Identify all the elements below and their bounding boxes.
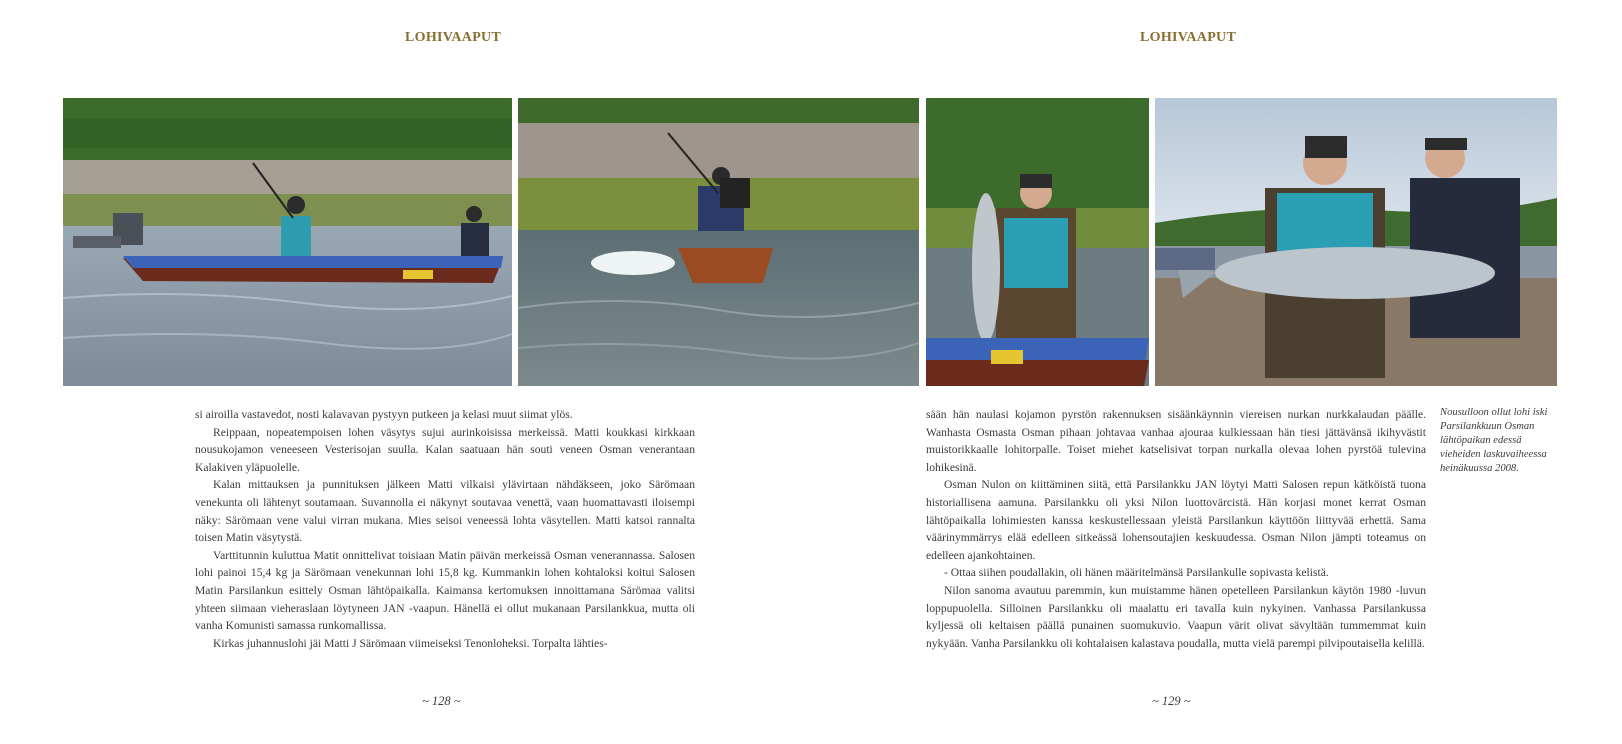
- paragraph: Kirkas juhannuslohi jäi Matti J Särömaan viimeiseksi Tenonloheksi. Torpalta lähties-: [213, 636, 608, 650]
- page-number-left: ~ 128 ~: [422, 694, 461, 708]
- photo-man-with-salmon: [926, 98, 1149, 386]
- running-head-left: LOHIVAAPUT: [405, 30, 502, 45]
- paragraph: - Ottaa siihen poudallakin, oli hänen määritelmänsä Parsilankulle sopivasta kelistä.: [944, 566, 1329, 580]
- photo-two-men-salmon: [1155, 98, 1557, 386]
- body-text-right: [926, 406, 1426, 652]
- paragraph: Reippaan, nopeatempoisen lohen väsytys sujui aurinkoisissa merkeissä. Matti koukkasi kirkkaan nousukojamon veneeseen Vesterisojan suulla. Kalan saatuaan hän souti veneen Osman venerantaan Kalakiven yläpuolelle.: [195, 425, 695, 474]
- paragraph: Osman Nulon on kiittäminen siitä, että Parsilankku JAN löytyi Matti Salosen repun kätköistä tuona historiallisena aamuna. Parsilankku oli yksi Nilon luottovärcistä. Hän korjasi monet kerrat Osman lähtöpaikalla lohimiesten kanssa keskustellessaan yleistä Parsilankun käyttöön liittyvää erhettä. Sama väärinymmärrys elää edelleen sitkeässä lohensoutajien keskuudessa. Osman Nilon jämpti toteamus on edelleen ajankohtainen.: [926, 478, 1426, 562]
- photo-boat-anglers: [63, 98, 512, 386]
- paragraph: Kalan mittauksen ja punnituksen jälkeen Matti vilkaisi ylävirtaan nähdäkseen, joko Särömaan venekunta oli lähtenyt soutamaan. Suvannolla ei näkynyt soutavaa venettä, vaan huomattavasti iloisempi näky: Särömaan vene valui virran mukana. Mies seisoi veneessä lohta väsytellen. Matti katsoi rannalta toisen Matin väsytystä.: [195, 478, 695, 545]
- page-number-right: ~ 129 ~: [1152, 694, 1191, 708]
- photo-caption: Nousulloon ollut lohi iski Parsilankkuun Osman lähtöpaikan edessä vieheiden laskuvaiheessa heinäkuussa 2008.: [1440, 407, 1548, 474]
- paragraph: sään hän naulasi kojamon pyrstön rakennuksen sisäänkäynnin viereisen nurkan nurkkalaudan päälle. Wanhasta Osmasta Osman pihaan johtavaa vanhaa ajouraa kulkiessaan hän tiesi jättävänsä ikihyvästit muistorikkaalle lohitorpalle. Toiset miehet katselisivat torpan nurkalla olevaa lohen pyrstöä tulevina lohikesinä.: [926, 408, 1426, 474]
- paragraph: si airoilla vastavedot, nosti kalavavan pystyyn putkeen ja kelasi muut siimat ylös.: [195, 408, 573, 421]
- running-head-right: LOHIVAAPUT: [1140, 30, 1237, 45]
- paragraph: Varttitunnin kuluttua Matit onnittelivat toisiaan Matin päivän merkeissä Osman venerannassa. Salosen lohi painoi 15,4 kg ja Särömaan venekunnan lohi 15,8 kg. Kummankin lohen kohtaloksi koitui Salosen Matin Parsilankun esittely Osman lähtöpaikalla. Kaimansa kertomuksen innoittamana Särömaa valitsi yhteen siimaan vieheraslaan löytyneen JAN -vaapun. Hänellä ei ollut mukanaan Parsilankkua, mutta oli vanha Komunisti samassa runkomallissa.: [195, 548, 695, 633]
- photo-rowing-boat: [518, 98, 919, 386]
- paragraph: Nilon sanoma avautuu paremmin, kun muistamme hänen opetelleen Parsilankun käytön 1980 -luvun loppupuolella. Silloinen Parsilankku oli maalattu eri tavalla kuin nykyinen. Vanhassa Parsilankussa kyljessä oli keltaisen päällä punainen suomukuvio. Vaapun värit olivat sävyltään tummemmat kuin nykyään. Vanha Parsilankku oli kohtalaisen kalastava poudalla, mutta vielä parempi pilvipoutaisella kelillä.: [926, 583, 1426, 650]
- body-text-left: [195, 406, 695, 652]
